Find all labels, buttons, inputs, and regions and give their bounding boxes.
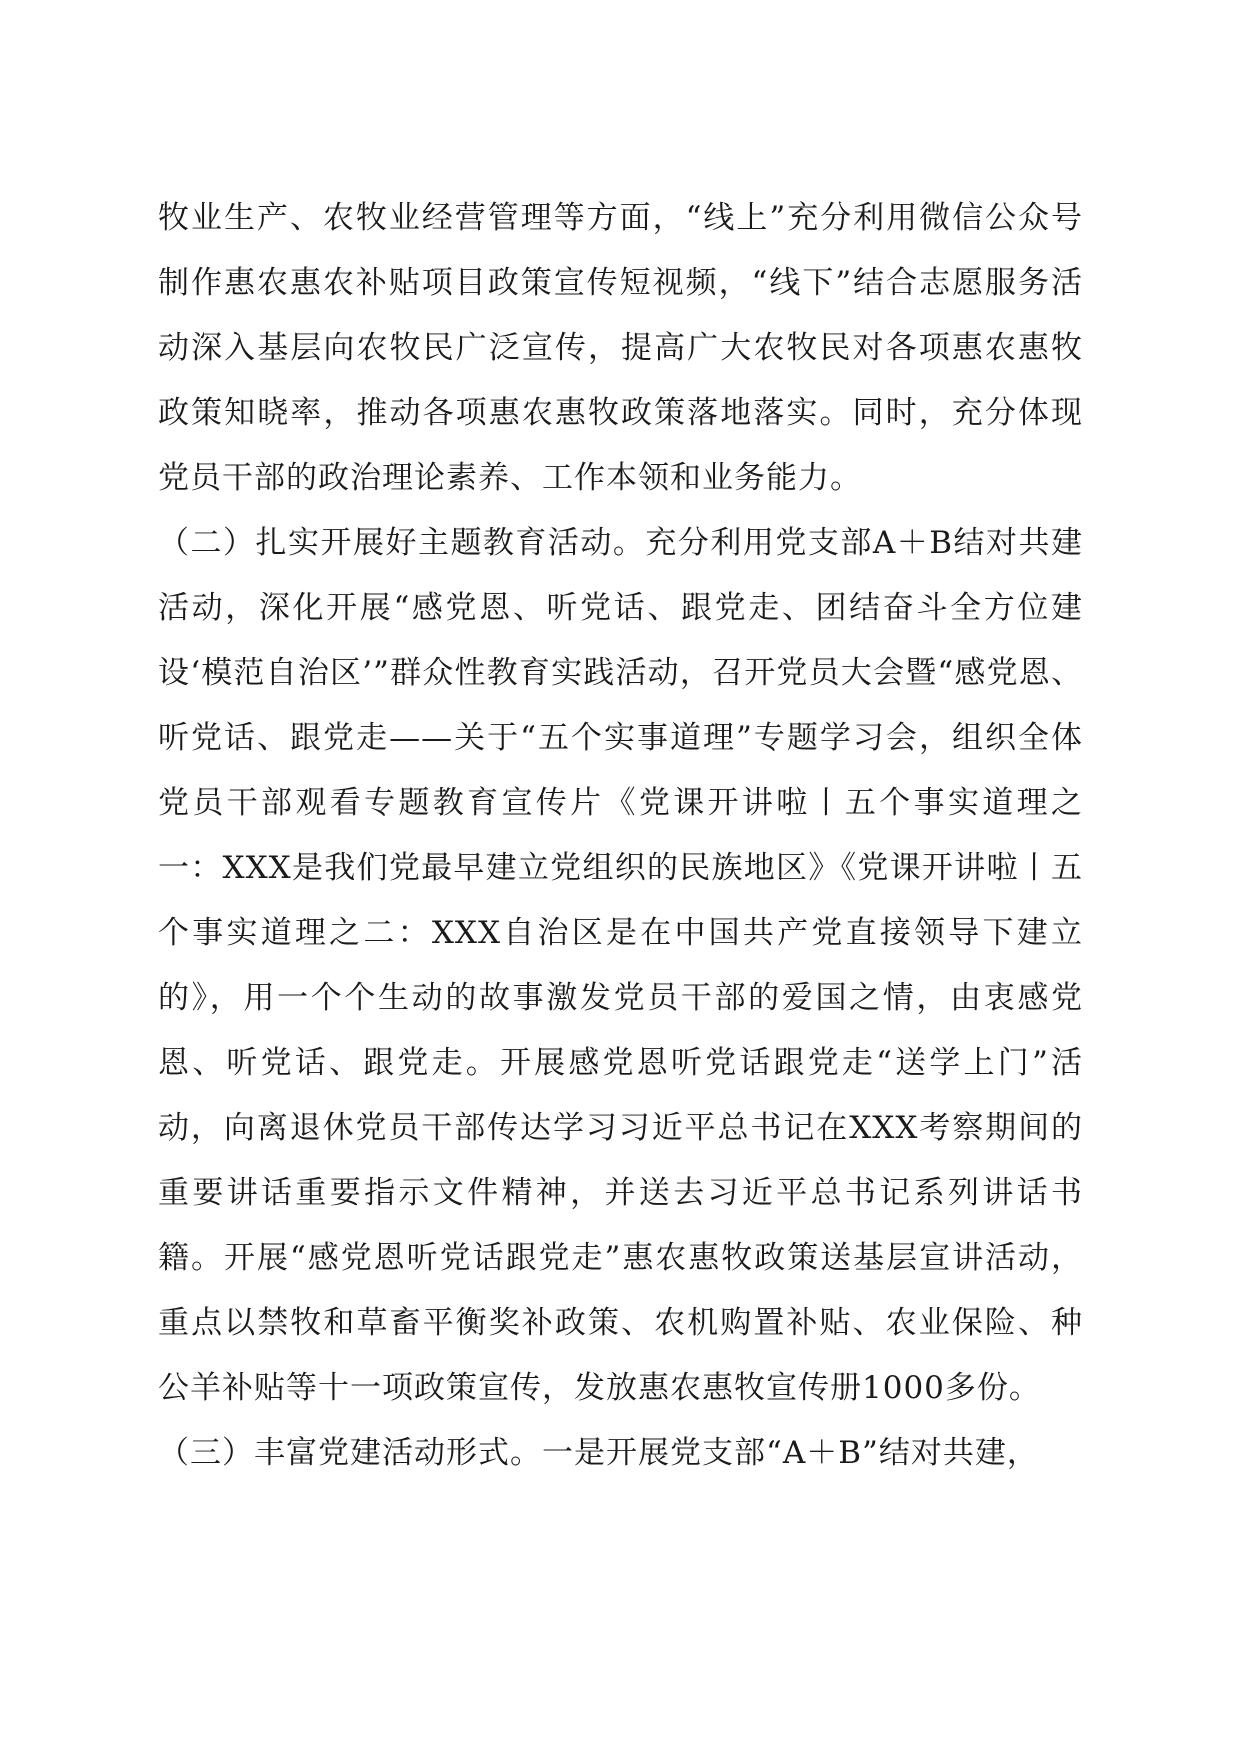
paragraph-theme-education: （二）扎实开展好主题教育活动。充分利用党支部A＋B结对共建活动，深化开展“感党恩、听党话、跟党走、团结奋斗全方位建设‘模范自治区’”群众性教育实践活动，召开党员大会暨“感党恩、听党话、跟党走——关于“五个实事道理”专题学习会，组织全体党员干部观看专题教育宣传片《党课开讲啦丨五个事实道理之一：XXX是我们党最早建立党组织的民族地区》《党课开讲啦丨五个事实道理之二：XXX自治区是在中国共产党直接领导下建立的》，用一个个生动的故事激发党员干部的爱国之情，由衷感党恩、听党话、跟党走。开展感党恩听党话跟党走“送学上门”活动，向离退休党员干部传达学习习近平总书记在XXX考察期间的重要讲话重要指示文件精神，并送去习近平总书记系列讲话书籍。开展“感党恩听党话跟党走”惠农惠牧政策送基层宣讲活动，重点以禁牧和草畜平衡奖补政策、农机购置补贴、农业保险、种公羊补贴等十一项政策宣传，发放惠农惠牧宣传册1000多份。 [158, 525, 1083, 1406]
paragraph-party-activities: （三）丰富党建活动形式。一是开展党支部“A＋B”结对共建， [158, 1435, 1039, 1471]
document-body [158, 186, 1083, 1486]
paragraph-policy-publicity: 牧业生产、农牧业经营管理等方面，“线上”充分利用微信公众号制作惠农惠农补贴项目政策宣传短视频，“线下”结合志愿服务活动深入基层向农牧民广泛宣传，提高广大农牧民对各项惠农惠牧政策知晓率，推动各项惠农惠牧政策落地落实。同时，充分体现党员干部的政治理论素养、工作本领和业务能力。 [158, 200, 1083, 496]
